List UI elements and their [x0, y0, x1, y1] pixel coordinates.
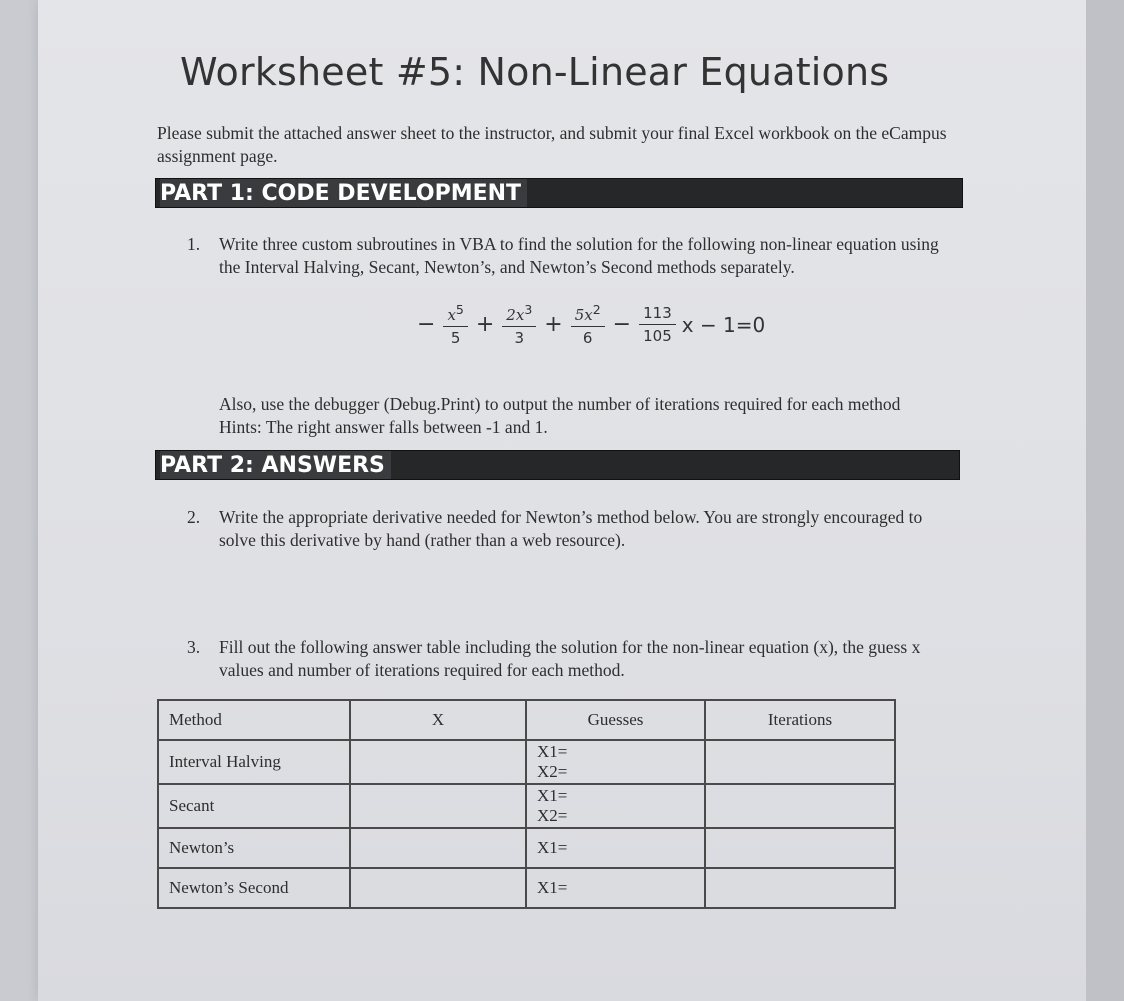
question-2	[187, 506, 962, 552]
eq-plus-2: +	[544, 312, 563, 337]
guesses-cell[interactable]	[526, 784, 705, 828]
debug-instructions	[219, 393, 979, 439]
method-cell: Secant	[158, 784, 350, 828]
method-cell: Newton’s Second	[158, 868, 350, 908]
part2-banner	[155, 450, 960, 480]
answer-table	[157, 699, 896, 909]
header-x: X	[350, 700, 526, 740]
question-3-text: Fill out the following answer table including the solution for the non-linear equation (x), the guess x values and number of iterations required for each method.	[219, 637, 921, 680]
guesses-cell[interactable]	[526, 868, 705, 908]
eq-term-2-exp: 3	[524, 302, 533, 317]
eq-term-2-num: 2x	[506, 306, 525, 324]
eq-tail: x − 1=0	[681, 312, 766, 337]
table-row	[158, 828, 895, 868]
guess-x1: X1=	[537, 838, 568, 857]
iterations-cell[interactable]	[705, 828, 895, 868]
guess-x1: X1=	[537, 878, 568, 897]
eq-plus-1: +	[475, 312, 495, 337]
eq-minus-1: −	[417, 312, 436, 337]
table-row	[158, 868, 895, 908]
eq-term-2	[502, 302, 536, 347]
eq-term-1-num: x	[447, 306, 456, 324]
eq-term-1-den: 5	[450, 329, 461, 347]
guess-x2: X2=	[537, 806, 568, 825]
iterations-cell[interactable]	[705, 784, 895, 828]
guess-x1: X1=	[537, 786, 568, 805]
method-cell: Newton’s	[158, 828, 350, 868]
hints-text: Hints: The right answer falls between -1 and 1.	[219, 417, 548, 437]
header-iterations: Iterations	[705, 700, 895, 740]
table-row	[158, 784, 895, 828]
part1-banner	[155, 178, 963, 208]
eq-minus-2: −	[612, 312, 632, 337]
iterations-cell[interactable]	[705, 740, 895, 784]
intro-text: Please submit the attached answer sheet to the instructor, and submit your final Excel workbook on the eCampus assignment page.	[157, 123, 947, 166]
also-text: Also, use the debugger (Debug.Print) to output the number of iterations required for each method	[219, 394, 901, 414]
guesses-cell[interactable]	[526, 740, 705, 784]
equation	[415, 302, 765, 347]
screen-edge	[1086, 0, 1124, 1001]
part1-banner-label: PART 1: CODE DEVELOPMENT	[160, 179, 527, 207]
question-2-number: 2.	[187, 507, 201, 527]
eq-term-1	[443, 302, 467, 347]
part2-banner-label: PART 2: ANSWERS	[160, 451, 391, 479]
eq-term-4-num: 113	[639, 304, 676, 325]
eq-term-4	[639, 304, 676, 345]
table-header-row	[158, 700, 895, 740]
guesses-cell[interactable]	[526, 828, 705, 868]
x-cell[interactable]	[350, 868, 526, 908]
method-cell: Interval Halving	[158, 740, 350, 784]
question-1-text: Write three custom subroutines in VBA to find the solution for the following non-linear equation using the Interval Halving, Secant, Newton’s, and Newton’s Second methods separately.	[219, 234, 939, 277]
header-guesses: Guesses	[526, 700, 705, 740]
eq-term-1-exp: 5	[455, 302, 464, 317]
eq-term-3-den: 6	[582, 329, 593, 347]
eq-term-4-den: 105	[643, 327, 672, 345]
header-method: Method	[158, 700, 350, 740]
eq-term-3-num: 5x	[574, 306, 593, 324]
question-1	[187, 233, 962, 279]
x-cell[interactable]	[350, 828, 526, 868]
iterations-cell[interactable]	[705, 868, 895, 908]
question-3	[187, 636, 962, 682]
guess-x1: X1=	[537, 742, 568, 761]
page-title: Worksheet #5: Non-Linear Equations	[180, 50, 890, 94]
guess-x2: X2=	[537, 762, 568, 781]
eq-term-3	[571, 302, 605, 347]
table-row	[158, 740, 895, 784]
eq-term-2-den: 3	[514, 329, 525, 347]
question-3-number: 3.	[187, 637, 201, 657]
x-cell[interactable]	[350, 784, 526, 828]
x-cell[interactable]	[350, 740, 526, 784]
question-1-number: 1.	[187, 234, 201, 254]
question-2-text: Write the appropriate derivative needed for Newton’s method below. You are strongly encouraged to solve this derivative by hand (rather than a web resource).	[219, 507, 923, 550]
eq-term-3-exp: 2	[592, 302, 601, 317]
